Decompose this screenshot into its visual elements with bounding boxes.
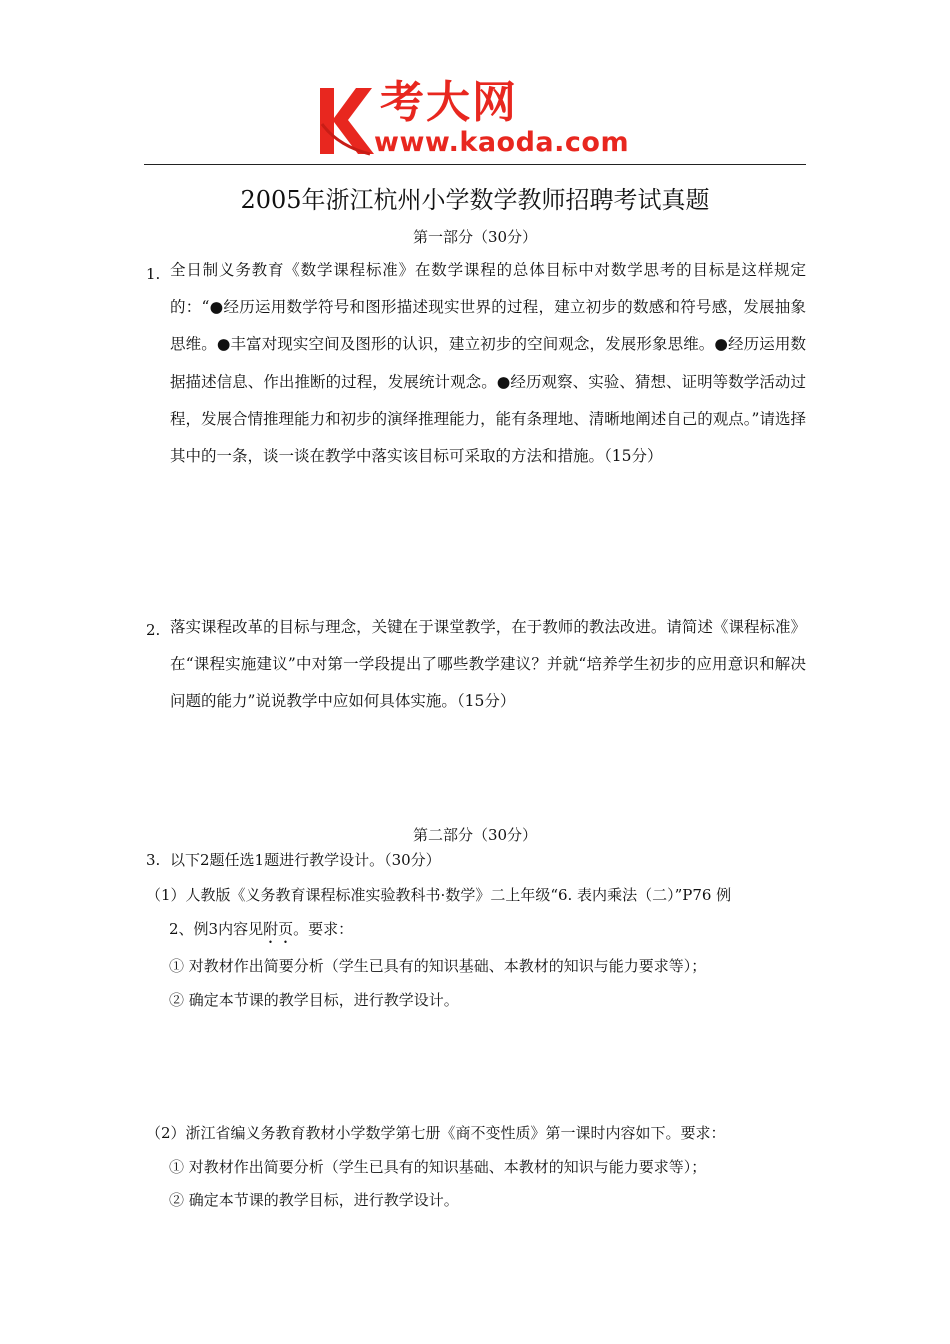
logo-chinese-name: 考大网 [380, 77, 518, 128]
appendix-emphasis: 附页 [263, 920, 294, 938]
document-title: 2005年浙江杭州小学数学教师招聘考试真题 [240, 186, 710, 214]
part2-heading: 第二部分（30分） [412, 826, 538, 844]
part1-heading: 第一部分（30分） [412, 228, 538, 246]
option-1-title: （1）人教版《义务教育课程标准实验教科书·数学》二上年级“6. 表内乘法（二）”P76 例 [146, 886, 732, 904]
site-logo [318, 78, 648, 160]
option-2-title: （2）浙江省编义务教育教材小学数学第七册《商不变性质》第一课时内容如下。要求： [146, 1124, 726, 1142]
option-1-requirement-1: ① 对教材作出简要分析（学生已具有的知识基础、本教材的知识与能力要求等）； [169, 957, 707, 975]
question-3-text: 以下2题任选1题进行教学设计。（30分） [170, 851, 441, 869]
option-1-subline-post: 。要求： [293, 920, 354, 938]
logo-url: www.kaoda.com [374, 127, 630, 158]
question-2-number: 2. [146, 621, 161, 639]
k-logo-icon [318, 84, 376, 158]
question-1-text: 全日制义务教育《数学课程标准》在数学课程的总体目标中对数学思考的目标是这样规定的：“●经历运用数学符号和图形描述现实世界的过程，建立初步的数感和符号感，发展抽象思维。●丰富对现实空间及图形的认识，建立初步的空间观念，发展形象思维。●经历运用数据描述信息、作出推断的过程，发展统计观念。●经历观察、实验、猜想、证明等数学活动过程，发展合情推理能力和初步的演绎推理能力，能有条理地、清晰地阐述自己的观点。”请选择其中的一条，谈一谈在教学中落实该目标可采取的方法和措施。（15分） [170, 261, 806, 466]
option-1-requirement-2: ② 确定本节课的教学目标，进行教学设计。 [169, 991, 459, 1009]
option-2-requirement-1: ① 对教材作出简要分析（学生已具有的知识基础、本教材的知识与能力要求等）； [169, 1158, 707, 1176]
question-3-number: 3. [146, 851, 161, 869]
question-2-text: 落实课程改革的目标与理念，关键在于课堂教学，在于教师的教法改进。请简述《课程标准》在“课程实施建议”中对第一学段提出了哪些教学建议？并就“培养学生初步的应用意识和解决问题的能力”说说教学中应如何具体实施。（15分） [170, 618, 806, 711]
option-1-subline [169, 918, 353, 947]
header-divider [144, 164, 806, 165]
option-2-requirement-2: ② 确定本节课的教学目标，进行教学设计。 [169, 1191, 459, 1209]
question-1-number: 1. [146, 265, 161, 283]
option-1-subline-pre: 2、例3内容见 [169, 920, 264, 938]
